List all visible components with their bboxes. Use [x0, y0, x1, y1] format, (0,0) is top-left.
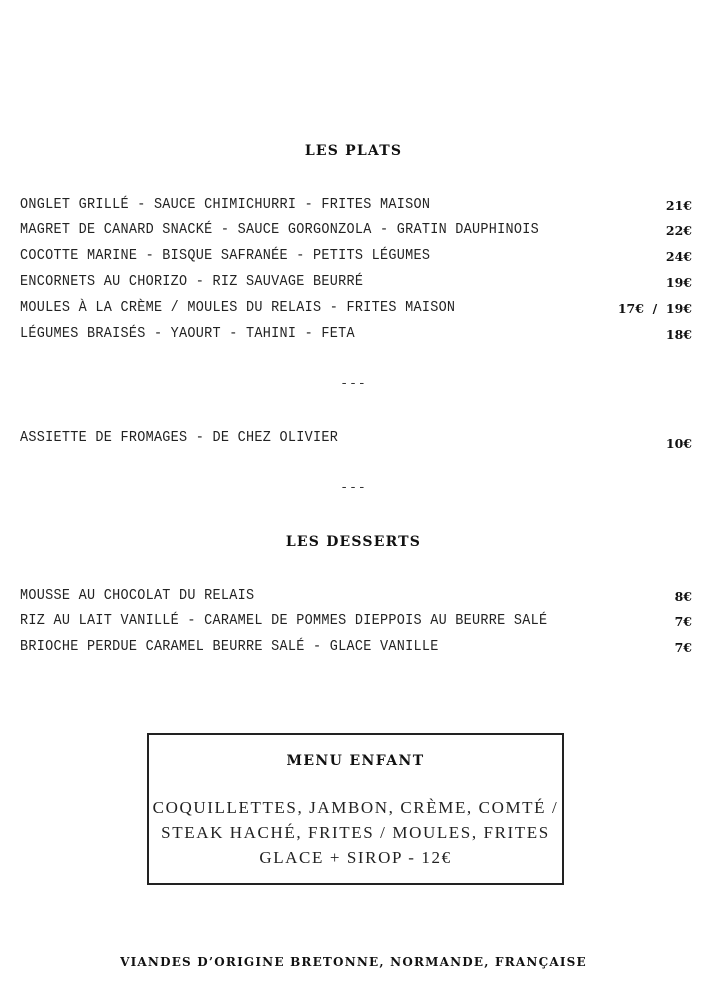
menu-item	[20, 246, 692, 266]
menu-item	[20, 586, 692, 606]
menu-item	[20, 272, 692, 292]
item-name: COCOTTE MARINE - BISQUE SAFRANÉE - PETITS LÉGUMES	[20, 248, 431, 264]
item-name: ONGLET GRILLÉ - SAUCE CHIMICHURRI - FRITES MAISON	[20, 197, 431, 213]
item-name: MAGRET DE CANARD SNACKÉ - SAUCE GORGONZOLA - GRATIN DAUPHINOIS	[20, 222, 540, 238]
item-name: RIZ AU LAIT VANILLÉ - CARAMEL DE POMMES DIEPPOIS AU BEURRE SALÉ	[20, 613, 548, 629]
separator: ---	[340, 376, 367, 391]
kids-menu-title: MENU ENFANT	[286, 753, 425, 769]
menu-item	[20, 324, 692, 344]
meat-origin-note: VIANDES D’ORIGINE BRETONNE, NORMANDE, FRANÇAISE	[120, 955, 587, 969]
kids-menu-line: GLACE + SIROP - 12€	[259, 848, 452, 867]
menu-item	[20, 195, 692, 215]
menu-item	[20, 220, 692, 240]
item-price: 22€	[665, 222, 692, 238]
item-price: 18€	[665, 326, 692, 342]
item-price: 19€	[665, 274, 692, 290]
item-name: ASSIETTE DE FROMAGES - DE CHEZ OLIVIER	[20, 430, 339, 446]
item-price: 8€	[674, 588, 692, 604]
item-price: 7€	[674, 639, 692, 655]
menu-item-fromages	[20, 428, 692, 451]
item-name: MOUSSE AU CHOCOLAT DU RELAIS	[20, 588, 255, 604]
item-name: ENCORNETS AU CHORIZO - RIZ SAUVAGE BEURRÉ	[20, 274, 364, 290]
item-price: 7€	[674, 613, 692, 629]
item-name: LÉGUMES BRAISÉS - YAOURT - TAHINI - FETA	[20, 326, 355, 342]
menu-item	[20, 298, 692, 318]
separator: ---	[340, 480, 367, 495]
item-price: 17€ / 19€	[617, 300, 692, 316]
item-name: MOULES À LA CRÈME / MOULES DU RELAIS - FRITES MAISON	[20, 300, 456, 316]
item-price: 10€	[665, 435, 692, 451]
item-price: 21€	[665, 197, 692, 213]
menu-item	[20, 611, 692, 631]
menu-item	[20, 637, 692, 657]
kids-menu-line: STEAK HACHÉ, FRITES / MOULES, FRITES	[161, 823, 550, 842]
kids-menu-line: COQUILLETTES, JAMBON, CRÈME, COMTÉ /	[152, 798, 559, 817]
section-title-plats: LES PLATS	[304, 143, 403, 159]
section-title-desserts: LES DESSERTS	[285, 534, 422, 550]
item-price: 24€	[665, 248, 692, 264]
kids-menu-box	[147, 733, 564, 885]
item-name: BRIOCHE PERDUE CARAMEL BEURRE SALÉ - GLACE VANILLE	[20, 639, 439, 655]
